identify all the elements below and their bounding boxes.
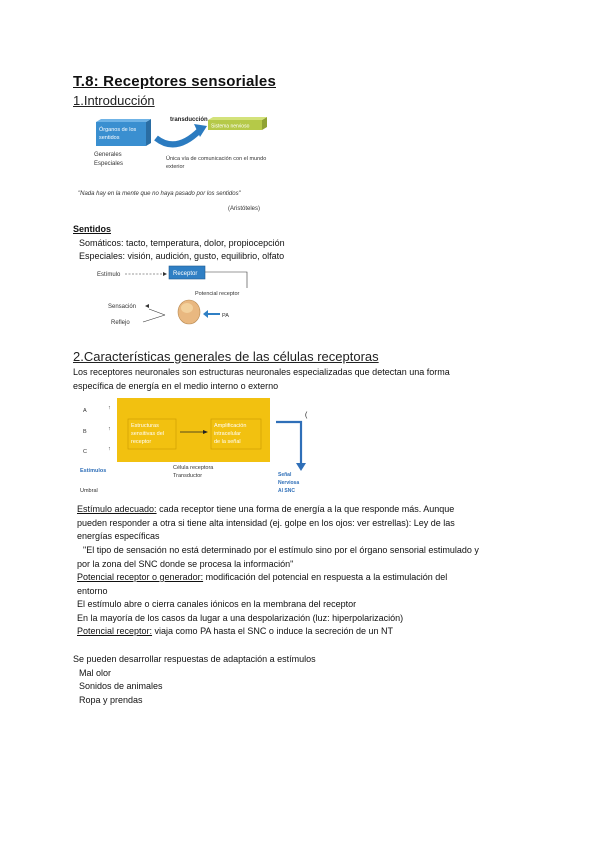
stimulus-label: Estímulo <box>97 272 121 278</box>
section2-intro-line2: específica de energía en el medio interno o externo <box>73 381 279 391</box>
svg-text:↑: ↑ <box>108 405 111 411</box>
svg-text:Célula receptora: Célula receptora <box>173 465 214 471</box>
receptor-cell-diagram <box>78 395 318 497</box>
introduction-diagram <box>90 110 310 190</box>
depolarization-text: En la mayoría de los casos da lugar a una despolarización (luz: hiperpolarización) <box>77 613 404 623</box>
svg-text:A: A <box>83 408 87 414</box>
svg-text:sentidos: sentidos <box>99 135 120 141</box>
svg-text:↑: ↑ <box>108 446 111 452</box>
section-heading-receptor-cells: 2.Características generales de las células receptoras <box>73 349 379 364</box>
sense-organs-box <box>96 122 146 146</box>
senses-diagram <box>95 262 265 332</box>
page-title: T.8: Receptores sensoriales <box>73 73 276 90</box>
svg-text:Sistema nervioso: Sistema nervioso <box>211 123 250 130</box>
quote-author: (Aristóteles) <box>228 206 261 212</box>
receptor-potential-line: Potencial receptor: viaja como PA hasta el SNC o induce la secreción de un NT <box>77 626 394 636</box>
svg-text:receptor: receptor <box>131 439 152 445</box>
svg-text:Nerviosa: Nerviosa <box>278 480 300 486</box>
receptor-potential-label: Potencial receptor <box>195 291 240 297</box>
svg-text:Única vía de comunicación con: Única vía de comunicación con el mundo <box>166 156 267 162</box>
receptor-potential-term: Potencial receptor: <box>77 626 153 636</box>
svg-text:Estructuras: Estructuras <box>131 423 159 429</box>
adaptation-item: Mal olor <box>79 668 112 678</box>
adaptation-item: Sonidos de animales <box>79 681 163 691</box>
threshold-label: Umbral <box>80 488 98 494</box>
reflex-label: Reflejo <box>111 320 130 326</box>
svg-text:Especiales: Especiales <box>94 161 124 167</box>
somatic-senses: Somáticos: tacto, temperatura, dolor, propiocepción <box>79 238 285 248</box>
generator-potential-line1: Potencial receptor o generador: modificación del potencial en respuesta a la estimulación del <box>77 572 448 582</box>
section-heading-introduction: 1.Introducción <box>73 93 155 108</box>
svg-text:Amplificación: Amplificación <box>214 423 247 429</box>
transduction-arrow <box>156 130 200 144</box>
transduction-label: transducción <box>170 117 208 123</box>
pa-label: PA <box>222 313 229 319</box>
adequate-stimulus-line2: pueden responder a otra si tiene alta intensidad (ej. golpe en los ojos: ver estrellas): Ley de las <box>77 518 455 528</box>
svg-text:Señal: Señal <box>278 472 292 478</box>
aristotle-quote: "Nada hay en la mente que no haya pasado por los sentidos" <box>78 191 241 197</box>
svg-text:de la señal: de la señal <box>214 439 241 445</box>
svg-text:sensitivas del: sensitivas del <box>131 431 165 437</box>
adequate-stimulus-line1: Estímulo adecuado: cada receptor tiene una forma de energía a la que responde más. Aunque <box>77 504 455 514</box>
svg-text:Al SNC: Al SNC <box>278 488 295 494</box>
svg-text:B: B <box>83 429 87 435</box>
svg-text:(: ( <box>305 412 308 419</box>
adequate-stimulus-line3: energías específicas <box>77 531 160 541</box>
stimuli-label: Estímulos <box>80 468 107 474</box>
svg-text:Órganos de los: Órganos de los <box>99 127 137 133</box>
section2-intro-line1: Los receptores neuronales son estructuras neuronales especializadas que detectan una forma <box>73 367 450 377</box>
generator-potential-term: Potencial receptor o generador: <box>77 572 204 582</box>
special-senses: Especiales: visión, audición, gusto, equilibrio, olfato <box>79 251 285 261</box>
adaptation-intro: Se pueden desarrollar respuestas de adaptación a estímulos <box>73 654 316 664</box>
sensation-label: Sensación <box>108 304 137 310</box>
svg-text:C: C <box>83 449 87 455</box>
adequate-stimulus-term: Estímulo adecuado: <box>77 504 157 514</box>
ion-channels-text: El estímulo abre o cierra canales iónicos en la membrana del receptor <box>77 599 357 609</box>
senses-heading: Sentidos <box>73 224 112 234</box>
sensation-quote-line1: "El tipo de sensación no está determinado por el estímulo sino por el órgano sensorial estimulado y <box>83 545 479 555</box>
generator-potential-line2: entorno <box>77 586 108 596</box>
adaptation-item: Ropa y prendas <box>79 695 143 705</box>
sensation-quote-line2: por la zona del SNC donde se procesa la información" <box>77 559 294 569</box>
svg-text:exterior: exterior <box>166 164 185 170</box>
svg-text:Generales: Generales <box>94 152 122 158</box>
svg-text:intracelular: intracelular <box>214 431 241 437</box>
signal-arrow <box>276 422 301 467</box>
svg-text:Transductor: Transductor <box>173 473 203 479</box>
svg-text:↑: ↑ <box>108 426 111 432</box>
svg-text:Receptor: Receptor <box>173 271 198 277</box>
